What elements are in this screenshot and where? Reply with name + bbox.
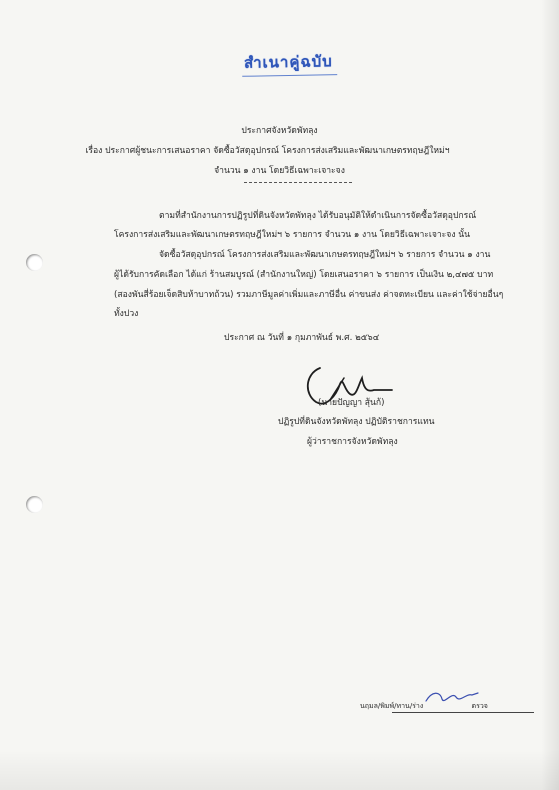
section-divider: [244, 182, 352, 183]
paragraph1-line2: โครงการส่งเสริมและพัฒนาเกษตรทฤษฎีใหม่ฯ ๖ รายการ จำนวน ๑ งาน โดยวิธีเฉพาะเจาะจง นั้น: [114, 230, 471, 240]
paragraph2-line2: ผู้ได้รับการคัดเลือก ได้แก่ ร้านสมบูรณ์ (สำนักงานใหญ่) โดยเสนอราคา ๖ รายการ เป็นเงิน ๒,๔๗๕ บาท: [114, 270, 494, 280]
signer-title-line1: ปฏิรูปที่ดินจังหวัดพัทลุง ปฏิบัติราชการแทน: [278, 417, 435, 427]
announcement-subject-line2: จำนวน ๑ งาน โดยวิธีเฉพาะเจาะจง: [214, 166, 345, 176]
announcement-date: ประกาศ ณ วันที่ ๑ กุมภาพันธ์ พ.ศ. ๒๕๖๔: [224, 333, 380, 343]
footer-underline: [392, 712, 534, 713]
signer-title-line2: ผู้ว่าราชการจังหวัดพัทลุง: [307, 437, 398, 447]
announcement-org: ประกาศจังหวัดพัทลุง: [241, 126, 318, 136]
initial-signature-image: [422, 689, 480, 707]
copy-stamp: สำเนาคู่ฉบับ: [244, 49, 333, 75]
footer-suffix: ตรวจ: [471, 702, 488, 710]
page-edge-shadow: [541, 0, 559, 790]
footer-initials: [360, 701, 488, 712]
signer-name: (นายปัญญา สุ้นก้): [318, 398, 385, 408]
announcement-subject: เรื่อง ประกาศผู้ชนะการเสนอราคา จัดซื้อวัสดุอุปกรณ์ โครงการส่งเสริมและพัฒนาเกษตรทฤษฎีใหม่ฯ: [85, 146, 450, 156]
paragraph2-line1: จัดซื้อวัสดุอุปกรณ์ โครงการส่งเสริมและพัฒนาเกษตรทฤษฎีใหม่ฯ ๖ รายการ จำนวน ๑ งาน: [159, 250, 491, 260]
punch-hole-bottom: [26, 496, 43, 513]
paragraph1-line1: ตามที่สำนักงานการปฏิรูปที่ดินจังหวัดพัทลุง ได้รับอนุมัติให้ดำเนินการจัดซื้อวัสดุอุปกรณ์: [159, 211, 477, 221]
punch-hole-top: [26, 254, 43, 271]
signature-image: [300, 360, 395, 420]
footer-label: นฤมล/พิมพ์/ทาน/ร่าง: [360, 702, 424, 710]
page-bottom-shadow: [0, 750, 559, 790]
paragraph2-line3: (สองพันสี่ร้อยเจ็ดสิบห้าบาทถ้วน) รวมภาษีมูลค่าเพิ่มและภาษีอื่น ค่าขนส่ง ค่าจดทะเบียน และค่าใช้จ่ายอื่นๆ: [114, 290, 504, 300]
paragraph2-line4: ทั้งปวง: [114, 309, 139, 319]
